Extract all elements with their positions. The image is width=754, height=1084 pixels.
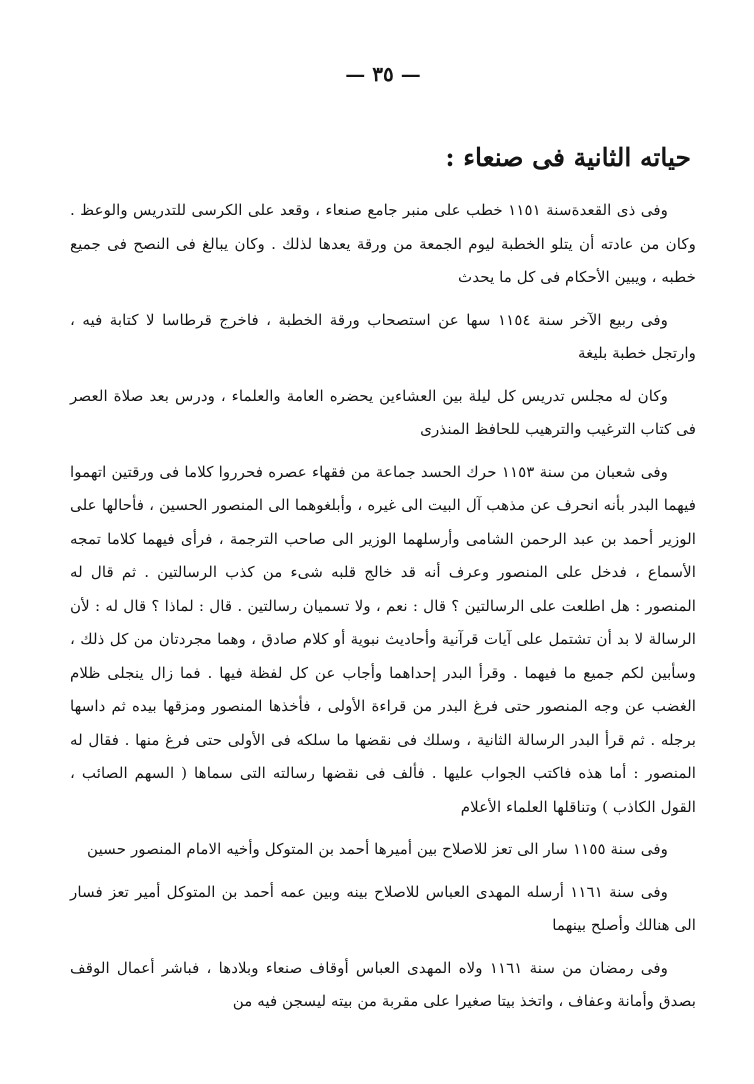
section-title: حياته الثانية فى صنعاء : [445,143,691,172]
paragraph-awqaf-1161 [70,952,696,1019]
paragraph-text: وفى سنة ١١٥٥ سار الى تعز للاصلاح بين أميرها أحمد بن المتوكل وأخيه الامام المنصور حسين [87,840,668,858]
paragraph-text: وفى ذى القعدةسنة ١١٥١ خطب على منبر جامع صنعاء ، وقعد على الكرسى للتدريس والوعظ . وكان من عادته أن يتلو الخطبة ليوم الجمعة من ورقة يعدها لذلك . وكان يبالغ فى النصح فى جميع خطبه ، ويبين الأحكام فى كل ما يحدث [70,201,696,286]
paragraph-taiz-1161 [70,876,696,943]
page-number: — ٣٥ — [345,62,421,86]
paragraph-taiz-1155 [70,833,696,867]
paragraph-text: وفى رمضان من سنة ١١٦١ ولاه المهدى العباس أوقاف صنعاء وبلادها ، فباشر أعمال الوقف بصدق وأمانة وعفاف ، واتخذ بيتا صغيرا على مقربة من بيته ليسجن فيه من [70,958,696,1010]
paragraph-sermon-1151 [70,194,696,295]
paragraph-sermon-1154 [70,304,696,371]
paragraph-two-letters [70,456,696,825]
paragraph-teaching-session [70,380,696,447]
paragraph-text: وفى شعبان من سنة ١١٥٣ حرك الحسد جماعة من فقهاء عصره فحرروا كلاما فى ورقتين اتهموا فيهما البدر بأنه انحرف عن مذهب آل البيت الى غيره ، وأبلغوهما الى المنصور الحسين ، فأحالها على الوزير أحمد بن عبد الرحمن الشامى وأرسلهما الوزير الى صاحب الترجمة ، فرأى فيهما كلاما تمجه الأسماع ، فدخل على المنصور وعرف أنه قد خالج قلبه شىء من كذب الرسالتين . ثم قال له المنصور : هل اطلعت على الرسالتين ؟ قال : نعم ، ولا تسميان رسالتين . قال : لماذا ؟ قال له : لأن الرسالة لا بد أن تشتمل على آيات قرآنية وأحاديث نبوية أو كلام صادق ، وهما مجردتان من كل ذلك ، وسأبين لكم جميع ما فيهما . وقرأ البدر إحداهما وأجاب عن كل لفظة فيها . فما زال ينجلى ظلام الغضب عن وجه المنصور حتى فرغ البدر من قراءة الأولى ، فأخذها المنصور ومزقها بيده ثم داسها برجله . ثم قرأ البدر الرسالة الثانية ، وسلك فى نقضها ما سلكه فى الأولى حتى فرغ منها . فقال له المنصور : أما هذه فاكتب الجواب عليها . فألف فى نقضها رسالته التى سماها ( السهم الصائب ، القول الكاذب ) وتناقلها العلماء الأعلام [70,462,696,816]
paragraph-text: وكان له مجلس تدريس كل ليلة بين العشاءين يحضره العامة والعلماء ، ودرس بعد صلاة العصر فى كتاب الترغيب والترهيب للحافظ المنذرى [70,386,696,438]
paragraph-text: وفى سنة ١١٦١ أرسله المهدى العباس للاصلاح بينه وبين عمه أحمد بن المتوكل أمير تعز فسار الى هنالك وأصلح بينهما [70,882,696,934]
paragraph-text: وفى ربيع الآخر سنة ١١٥٤ سها عن استصحاب ورقة الخطبة ، فاخرج قرطاسا لا كتابة فيه ، وارتجل خطبة بليغة [70,310,696,362]
